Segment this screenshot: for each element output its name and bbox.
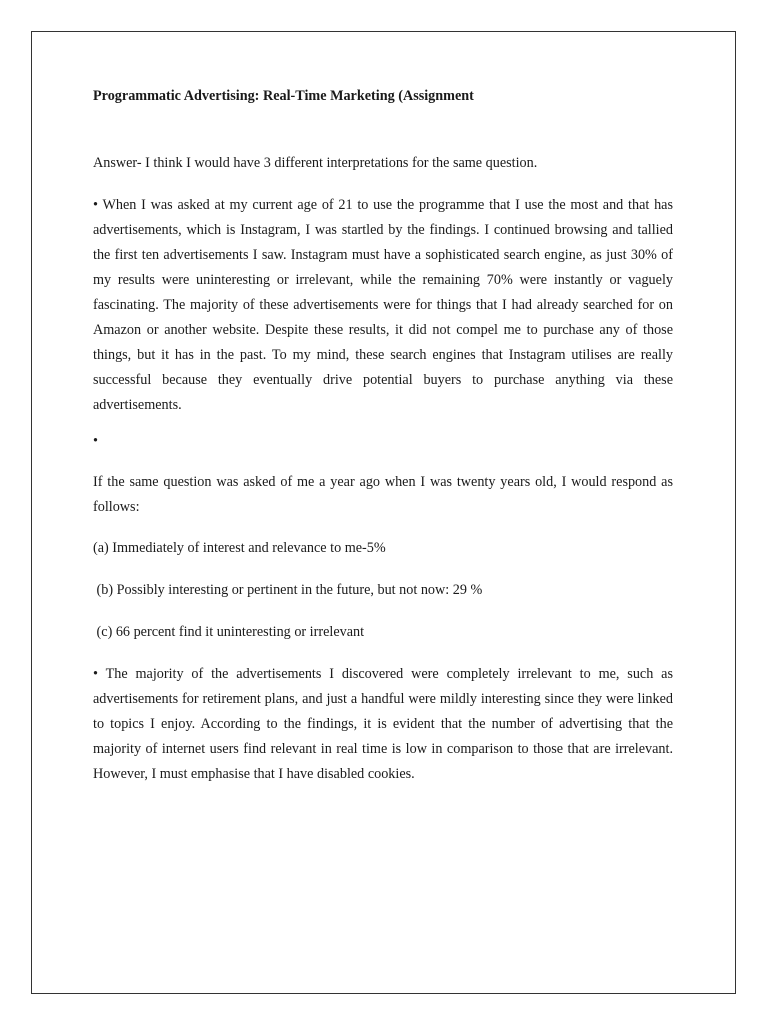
answer-line: Answer- I think I would have 3 different interpretations for the same question. bbox=[93, 155, 538, 171]
list-item-c: (c) 66 percent find it uninteresting or irrelevant bbox=[93, 624, 365, 640]
document-title: Programmatic Advertising: Real-Time Marketing (Assignment bbox=[93, 88, 474, 104]
paragraph-year-ago: If the same question was asked of me a year ago when I was twenty years old, I would respond as follows: bbox=[93, 474, 673, 515]
paragraph-irrelevant: • The majority of the advertisements I discovered were completely irrelevant to me, such as advertisements for retirement plans, and just a handful were mildly interesting since they were linked to topics I enjoy. According to the findings, it is evident that the number of advertising that the majority of internet users find relevant in real time is low in comparison to those that are irrelevant. However, I must emphasise that I have disabled cookies. bbox=[93, 666, 673, 782]
paragraph-instagram: • When I was asked at my current age of 21 to use the programme that I use the most and that has advertisements, which is Instagram, I was startled by the findings. I continued browsing and tallied the first ten advertisements I saw. Instagram must have a sophisticated search engine, as just 30% of my results were uninteresting or irrelevant, while the remaining 70% were instantly or vaguely fascinating. The majority of these advertisements were for things that I had already searched for on Amazon or another website. Despite these results, it did not compel me to purchase any of those things, but it has in the past. To my mind, these search engines that Instagram utilises are really successful because they eventually drive potential buyers to purchase anything via these advertisements. bbox=[93, 197, 673, 413]
list-item-b: (b) Possibly interesting or pertinent in the future, but not now: 29 % bbox=[93, 582, 483, 598]
list-item-a: (a) Immediately of interest and relevance to me-5% bbox=[93, 540, 386, 556]
empty-bullet: • bbox=[93, 433, 98, 449]
document-body bbox=[93, 85, 673, 787]
